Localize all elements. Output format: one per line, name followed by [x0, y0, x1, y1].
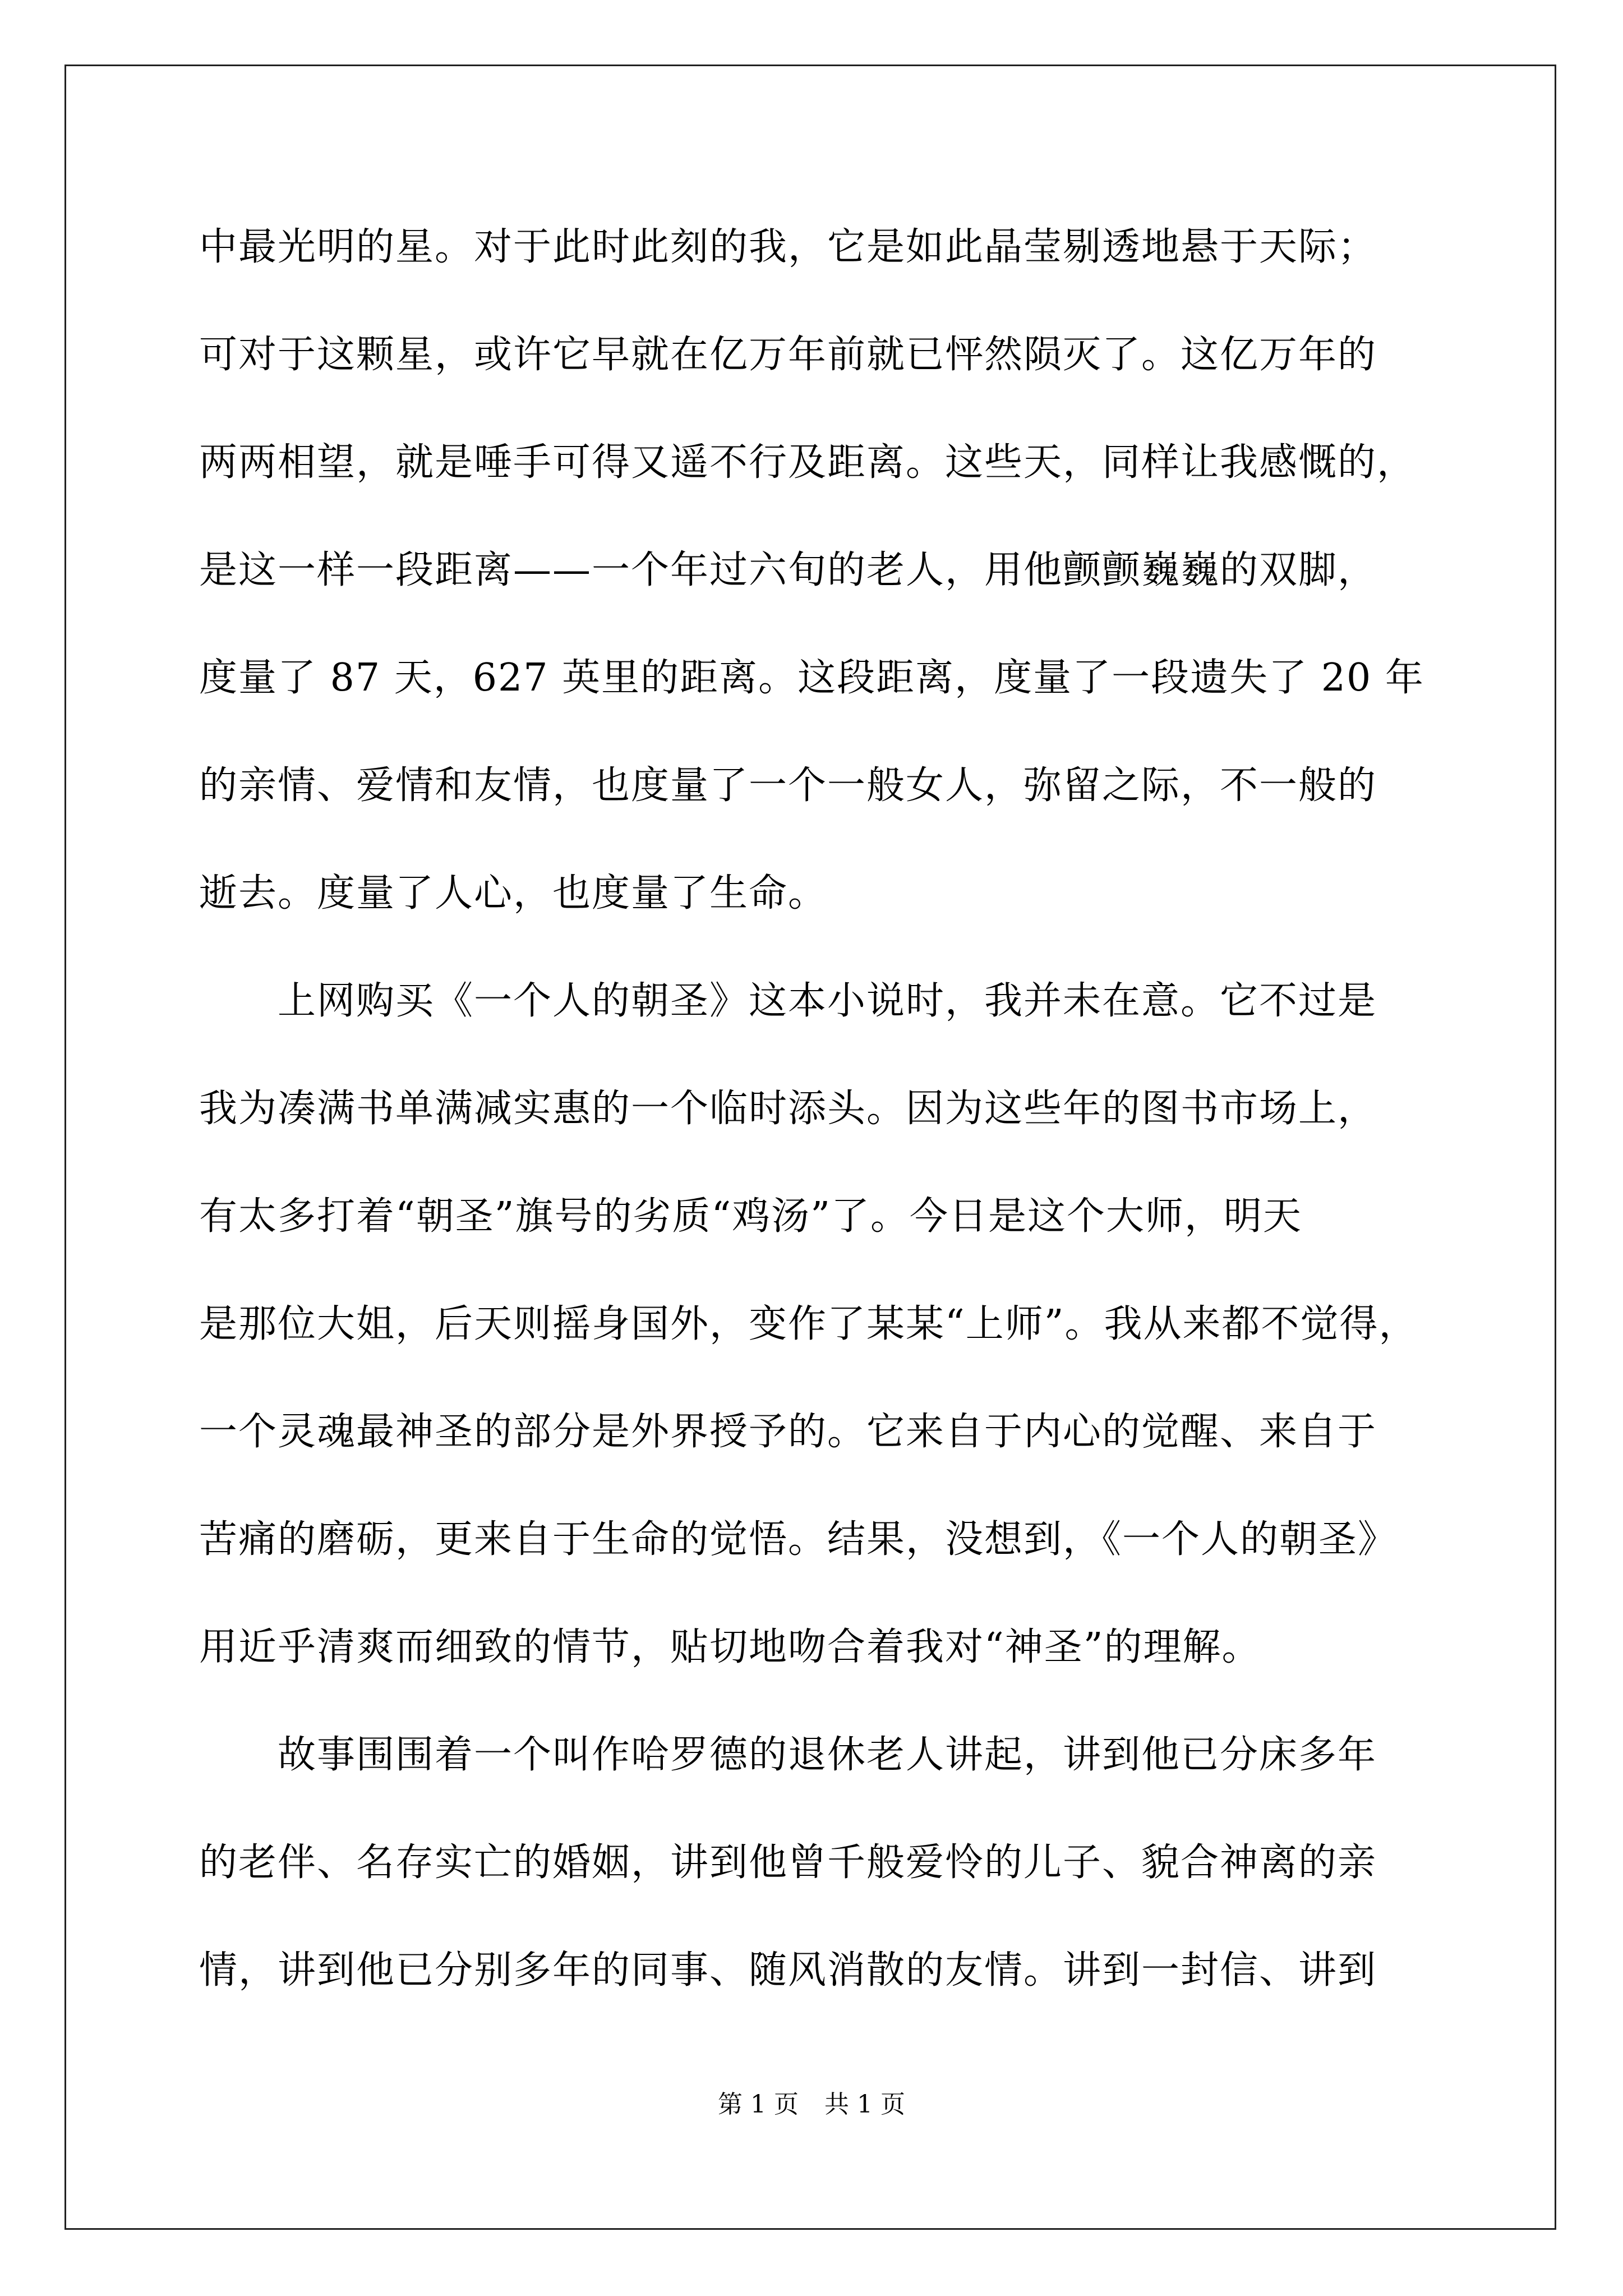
- text-line: 逝去。度量了人心，也度量了生命。: [199, 871, 828, 915]
- text-line: 一个灵魂最神圣的部分是外界授予的。它来自于内心的觉醒、来自于: [199, 1410, 1377, 1454]
- text-line: 用近乎清爽而细致的情节，贴切地吻合着我对“神圣”的理解。: [199, 1625, 1261, 1669]
- paragraph: [199, 1701, 1455, 2024]
- text-line: 故事围围着一个叫作哈罗德的退休老人讲起，讲到他已分床多年: [199, 1733, 1377, 1777]
- page-footer: [0, 2088, 1623, 2122]
- text-line: 我为凑满书单满减实惠的一个临时添头。因为这些年的图书市场上，: [199, 1087, 1377, 1131]
- text-line: 有太多打着“朝圣”旗号的劣质“鸡汤”了。今日是这个大师，明天: [199, 1194, 1303, 1239]
- text-line: 可对于这颗星，或许它早就在亿万年前就已怦然陨灭了。这亿万年的: [199, 333, 1377, 377]
- text-line: 两两相望，就是唾手可得又遥不行及距离。这些天，同样让我感慨的，: [199, 440, 1417, 485]
- text-line: 情，讲到他已分别多年的同事、随风消散的友情。讲到一封信、讲到: [199, 1948, 1377, 1993]
- page-total: 共 1 页: [824, 2090, 905, 2119]
- text-line: 是那位大姐，后天则摇身国外，变作了某某“上师”。我从来都不觉得，: [199, 1302, 1418, 1346]
- text-line: 中最光明的星。对于此时此刻的我，它是如此晶莹剔透地悬于天际；: [199, 225, 1377, 269]
- text-line: 苦痛的磨砺，更来自于生命的觉悟。结果，没想到，《一个人的朝圣》: [199, 1517, 1398, 1562]
- text-line: 的老伴、名存实亡的婚姻，讲到他曾千般爱怜的儿子、貌合神离的亲: [199, 1841, 1377, 1885]
- paragraph: [199, 947, 1455, 1701]
- text-line: 的亲情、爱情和友情，也度量了一个一般女人，弥留之际，不一般的: [199, 763, 1377, 808]
- page-number: 第 1 页: [718, 2090, 799, 2119]
- text-line: 上网购买《一个人的朝圣》这本小说时，我并未在意。它不过是: [199, 979, 1377, 1023]
- text-line: 是这一样一段距离——一个年过六旬的老人，用他颤颤巍巍的双脚，: [199, 548, 1377, 592]
- text-line: 度量了 87 天，627 英里的距离。这段距离，度量了一段遗失了 20 年: [199, 656, 1424, 700]
- document-body: [199, 194, 1455, 2024]
- paragraph: [199, 194, 1455, 947]
